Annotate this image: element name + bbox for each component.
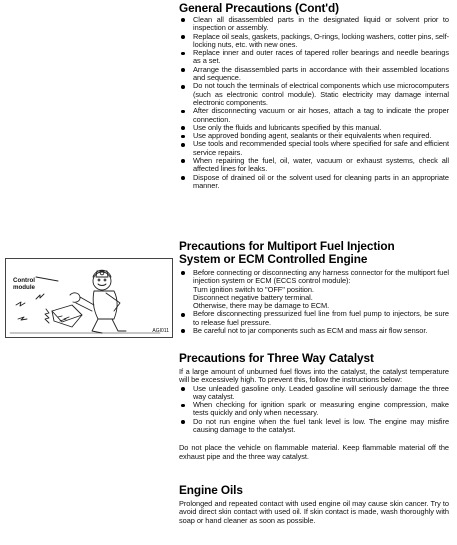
section-fuel-injection xyxy=(179,240,449,335)
illustration-code: AGI011 xyxy=(152,328,169,334)
list-item: Before connecting or disconnecting any harness connector for the multiport fuel injection system or ECM (ECCS control module): Turn ignition switch to "OFF" position. Disconnect negative battery terminal. Otherwise, there may be damage to ECM. xyxy=(179,269,449,310)
list-item: Do not touch the terminals of electrical components which use microcomputers (such as electronic control module). Static electricity may damage internal electronic components. xyxy=(179,82,449,107)
control-module-illustration xyxy=(5,258,173,338)
engine-oils-text: Prolonged and repeated contact with used engine oil may cause skin cancer. Try to avoid direct skin contact with used oil. If skin contact is made, wash thoroughly with soap or hand cleaner as soon as possible. xyxy=(179,499,449,525)
general-precautions-list xyxy=(179,16,449,190)
list-item: Replace inner and outer races of tapered roller bearings and needle bearings as a set. xyxy=(179,49,449,66)
section-title-oils: Engine Oils xyxy=(179,483,243,497)
catalyst-intro: If a large amount of unburned fuel flows into the catalyst, the catalyst temperature will be excessively high. To prevent this, follow the instructions below: xyxy=(179,367,449,385)
section-title-general: General Precautions (Cont'd) xyxy=(179,1,339,15)
list-item: Use tools and recommended special tools where specified for safe and efficient service repairs. xyxy=(179,140,449,157)
list-item: Arrange the disassembled parts in accordance with their assembled locations and sequence. xyxy=(179,66,449,83)
list-item: Use only the fluids and lubricants specified by this manual. xyxy=(179,124,449,132)
list-item: Clean all disassembled parts in the designated liquid or solvent prior to inspection or assembly. xyxy=(179,16,449,33)
list-item: Do not run engine when the fuel tank level is low. The engine may misfire causing damage to the catalyst. xyxy=(179,418,449,435)
fuel-precautions-list xyxy=(179,269,449,335)
list-item: Before disconnecting pressurized fuel line from fuel pump to injectors, be sure to release fuel pressure. xyxy=(179,310,449,327)
list-item: Be careful not to jar components such as ECM and mass air flow sensor. xyxy=(179,327,449,335)
mechanic-illustration-icon xyxy=(6,259,172,337)
list-item: Replace oil seals, gaskets, packings, O-rings, locking washers, cotter pins, self-locking nuts, etc. with new ones. xyxy=(179,33,449,50)
section-title-catalyst: Precautions for Three Way Catalyst xyxy=(179,351,374,365)
catalyst-note: Do not place the vehicle on flammable material. Keep flammable material off the exhaust pipe and the three way catalyst. xyxy=(179,443,449,461)
illustration-label: Control module xyxy=(13,277,36,291)
list-item: Use unleaded gasoline only. Leaded gasoline will seriously damage the three way catalyst. xyxy=(179,385,449,402)
list-item: After disconnecting vacuum or air hoses, attach a tag to indicate the proper connection. xyxy=(179,107,449,124)
list-item: Dispose of drained oil or the solvent used for cleaning parts in an appropriate manner. xyxy=(179,174,449,191)
section-engine-oils xyxy=(179,484,449,525)
section-three-way-catalyst xyxy=(179,352,449,461)
list-item: When repairing the fuel, oil, water, vacuum or exhaust systems, check all affected lines for leaks. xyxy=(179,157,449,174)
section-title-fuel: Precautions for Multiport Fuel Injection System or ECM Controlled Engine xyxy=(179,239,395,266)
list-item: When checking for ignition spark or measuring engine compression, make tests quickly and only when necessary. xyxy=(179,401,449,418)
catalyst-list xyxy=(179,385,449,435)
list-item: Use approved bonding agent, sealants or their equivalents when required. xyxy=(179,132,449,140)
section-general-precautions xyxy=(179,2,449,190)
